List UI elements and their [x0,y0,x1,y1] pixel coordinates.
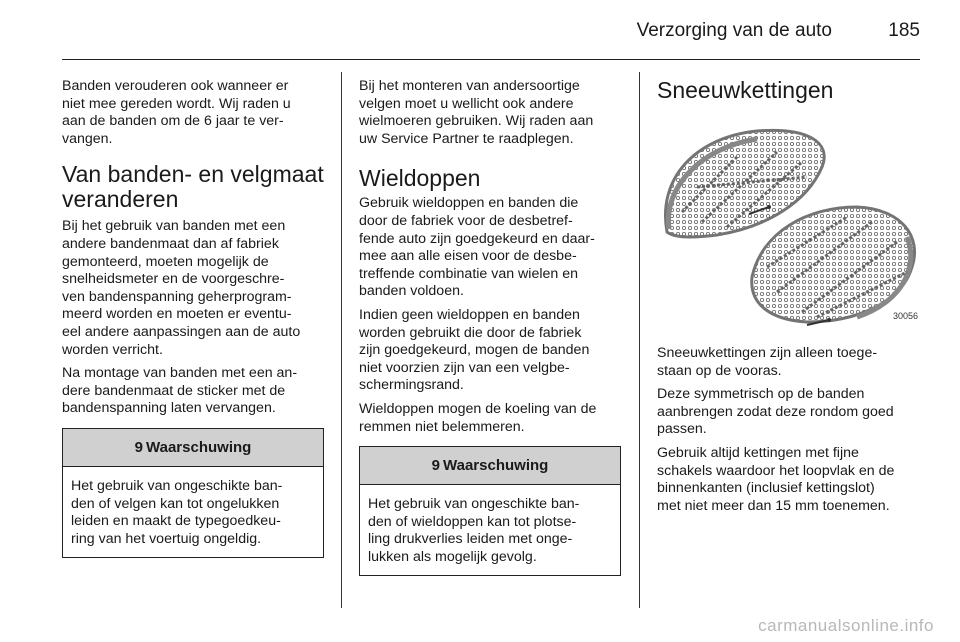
paragraph: Gebruik wieldoppen en banden die door de fabriek voor de desbetref- fende auto zijn goedgekeurd en daar- mee aan alle eisen voor de desbe- treffende combinatie van wielen en banden voldoen. [359,195,595,300]
warning-title: Waarschuwing [146,438,252,456]
paragraph: Gebruik altijd kettingen met fijne schakels waardoor het loopvlak en de binnenkanten (inclusief kettingslot) met niet meer dan 15 mm toenemen. [657,444,895,514]
section-heading-tyre-size: Van banden- en velgmaat veranderen [62,161,324,213]
warning-body: Het gebruik van ongeschikte ban- den of velgen kan tot ongelukken leiden en maakt de typegoedkeu- ring van het voertuig ongeldig. [71,477,283,547]
page-header [62,0,920,60]
intro-paragraph: Banden verouderen ook wanneer er niet mee gereden wordt. Wij raden u aan de banden om de 6 jaar te ver- vangen. [62,78,291,147]
warning-body: Het gebruik van ongeschikte ban- den of wieldoppen kan tot plotse- ling drukverlies leiden met onge- lukken als mogelijk gevolg. [368,496,580,565]
page-number: 185 [888,20,920,41]
figure-label: 30056 [892,311,918,321]
column-divider [341,72,342,608]
warning-title: Waarschuwing [443,457,549,475]
warning-box [62,428,324,558]
section-heading-hubcaps: Wieldoppen [359,165,481,192]
snow-chain-drawing [657,117,920,329]
warning-header [360,447,620,485]
paragraph: Sneeuwkettingen zijn alleen toege- staan op de vooras. [657,345,878,379]
column-2 [359,78,621,576]
warning-icon: 9 [431,457,441,475]
watermark: carmanualsonline.info [758,616,934,635]
column-divider [639,72,640,608]
section-heading-snow-chains: Sneeuwkettingen [657,77,834,103]
paragraph: Wieldoppen mogen de koeling van de remmen niet belemmeren. [359,400,597,435]
warning-icon: 9 [134,438,144,456]
header-title: Verzorging van de auto [636,20,832,41]
column-1 [62,78,324,558]
warning-box [359,446,621,576]
paragraph: Deze symmetrisch op de banden aanbrengen zodat deze rondom goed passen. [657,386,894,438]
column-3 [657,78,920,521]
paragraph: Indien geen wieldoppen en banden worden gebruikt die door de fabriek zijn goedgekeurd, mogen de banden niet voorzien zijn van een velgbe- schermingsrand. [359,306,590,394]
paragraph: Na montage van banden met een an- dere bandenmaat de sticker met de bandenspanning laten vervangen. [62,365,298,417]
snow-chain-illustration [657,117,920,329]
paragraph: Bij het gebruik van banden met een andere bandenmaat dan af fabriek gemonteerd, moeten mogelijk de snelheidsmeter en de voorgeschre- ven bandenspanning geherprogram- meerd worden en moeten er eventu- eel andere aanpassingen aan de auto worden verricht. [62,218,301,358]
warning-header [63,429,323,467]
intro-paragraph: Bij het monteren van andersoortige velgen moet u wellicht ook andere wielmoeren gebruiken. Wij raden aan uw Service Partner te raadplegen. [359,78,594,147]
